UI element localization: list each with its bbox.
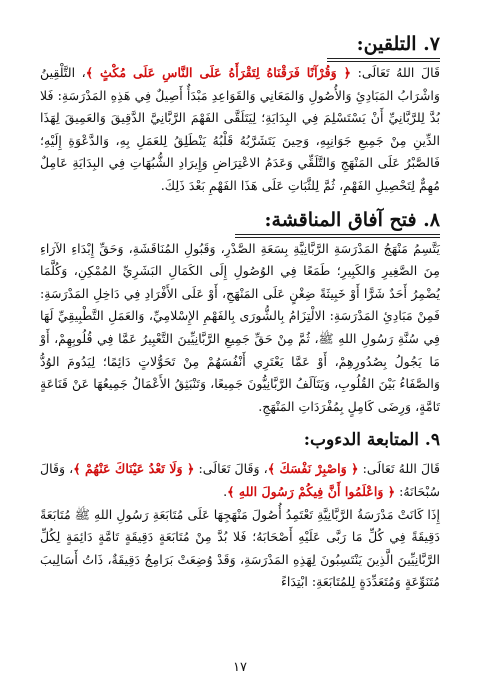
quran-verse-4: ﴿ وَاعْلَمُوا أَنَّ فِيكُمْ رَسُولَ اللهِ ﴾ — [227, 483, 396, 499]
section-7-heading — [40, 28, 440, 62]
section-9-connector-2: ، وَقَالَ سُبْحَانَهُ: — [40, 461, 440, 499]
section-9-heading — [40, 418, 440, 452]
section-8-paragraph: يَتَّسِمُ مَنْهَجُ المَدْرَسَةِ الرَّبَّانِيَّةِ بِسَعَةِ الصَّدْرِ، وَقَبُولِ المُنَاقَشَةِ، وَحَقِّ إِبْدَاءِ الآرَاءِ مِنَ الصَّغِيرِ وَالكَبِيرِ؛ طَمَعًا فِي الوُصُولِ إِلَى الكَمَالِ البَشَرِيِّ المُمْكِنِ، وَكُلَّمَا يُضْمِرُ أَحَدٌ شَرًّا أَوْ خَبِيثَةً ضِغْنٍ عَلَى المَنْهَجِ، أَوْ عَلَى الأَفْرَادِ فِي دَاخِلِ المَدْرَسَةِ: فَمِنْ مَبَادِئِ المَدْرَسَةِ: الالْتِزَامُ بِالشُّورَى بِالفَهْمِ الإِسْلامِيِّ، وَالعَمَلِ التَّطْبِيقِيِّ لَهَا فِي سُنَّةِ رَسُولِ اللهِ ﷺ، ثُمَّ مِنْ حَقِّ جَمِيعِ الرَّبَّانِيِّينَ التَّعْبِيرُ عَمَّا فِي قُلُوبِهِمْ، أَوْ مَا يَجُولُ بِصُدُورِهِمْ، أَوْ عَمَّا يَعْتَرِي أَنْفُسَهُمْ مِنْ تَحَوُّلاتٍ دَائِمًا؛ لِيَدُومَ الوُدُّ وَالصَّفَاءُ بَيْنَ القُلُوبِ، وَيَتَآلَفُ الرَّبَّانِيُّونَ جَمِيعًا، وَتَنْبَثِقُ الأَعْمَالُ جَمِيعُهَا عَنْ قَنَاعَةٍ تَامَّةٍ، وَرِضَى كَامِلٍ بِمُفْرَدَاتِ المَنْهَجِ. — [40, 240, 440, 414]
section-8-heading — [40, 204, 440, 238]
section-9-verses — [40, 458, 440, 503]
section-7-intro: قَالَ اللهُ تَعَالَى: — [351, 65, 440, 80]
page-number: ١٧ — [233, 660, 247, 675]
quran-verse-1: ﴿ وَقُرْآنًا فَرَقْنَاهُ لِتَقْرَأَهُ عَلَى النَّاسِ عَلَى مُكْثٍ ﴾ — [85, 65, 352, 80]
section-7-paragraph — [40, 62, 440, 198]
section-9-connector-1: ، وَقَالَ تَعَالَى: — [194, 461, 268, 477]
quran-verse-3: ﴿ وَلَا تَعْدُ عَيْنَاكَ عَنْهُمْ ﴾ — [73, 461, 195, 477]
section-9-intro: قَالَ اللهُ تَعَالَى: — [358, 461, 440, 477]
section-9-period: . — [223, 483, 228, 499]
section-7-title: ٧. التلقين: — [327, 32, 440, 62]
section-8-title: ٨. فتح آفاق المناقشة: — [235, 208, 440, 238]
section-9-paragraph: إِذَا كَانَتْ مَدْرَسَةُ الرَّبَّانِيَّةِ تَعْتَمِدُ أُصُولَ مَنْهَجِهَا عَلَى مُتَابَعَةِ رَسُولِ اللهِ ﷺ مُتَابَعَةً دَقِيقَةً فِي كُلِّ مَا رَبَّى عَلَيْهِ أَصْحَابَهُ؛ فَلا بُدَّ مِنْ مُتَابَعَةٍ دَقِيقَةٍ تَامَّةٍ دَائِمَةٍ لِكُلِّ الرَّبَّانِيِّينَ الَّذِينَ يَنْتَسِبُونَ لِهَذِهِ المَدْرَسَةِ، وَقَدْ وُضِعَتْ بَرَامِجُ دَقِيقَةٌ، ذَاتُ أَسَالِيبَ مُتَنَوِّعَةٍ وَمُتَعَدِّدَةٍ لِلمُتَابَعَةِ: ابْتِدَاءً — [40, 506, 440, 590]
quran-verse-2: ﴿ وَاصْبِرْ نَفْسَكَ ﴾ — [267, 461, 359, 477]
section-7-body: ، التَّلْقِينُ وَاشْرَابُ المَبَادِئِ وَالأُصُولِ وَالمَعَانِي وَالقَوَاعِدِ مَبْدَأٌ أَصِيلٌ فِي هَذِهِ المَدْرَسَةِ: فَلا بُدَّ لِلرَّبَّانِيِّ أَنْ يَسْتَسْلِمَ فِي البِدَايَةِ؛ لِيَتَلَقَّى الفَهْمَ الرَّبَّانِيَّ الدَّقِيقَ وَالعَمِيقَ لِهَذَا الدِّينِ مِنْ جَمِيعِ جَوَانِبِهِ، وَحِينَ يَتَشَرَّبُهُ قَلْبُهُ يَنْطَلِقُ لِلعَمَلِ بِهِ، وَالدَّعْوَةِ إِلَيْهِ؛ فَالصَّبْرُ عَلَى المَنْهَجِ وَالتَّلَقِّي وَعَدَمُ الاعْتِرَاضِ وَإِيرَادِ الشُّبُهَاتِ فِي البِدَايَةِ عَامِلٌ مُهِمٌّ لِتَحْصِيلِ الفَهْمِ، ثُمَّ لِلثَّبَاتِ عَلَى هَذَا الفَهْمِ بَعْدَ ذَلِكَ. — [40, 65, 440, 193]
book-page — [40, 28, 440, 673]
section-9-title: ٩. المتابعة الدءوب: — [303, 430, 440, 451]
